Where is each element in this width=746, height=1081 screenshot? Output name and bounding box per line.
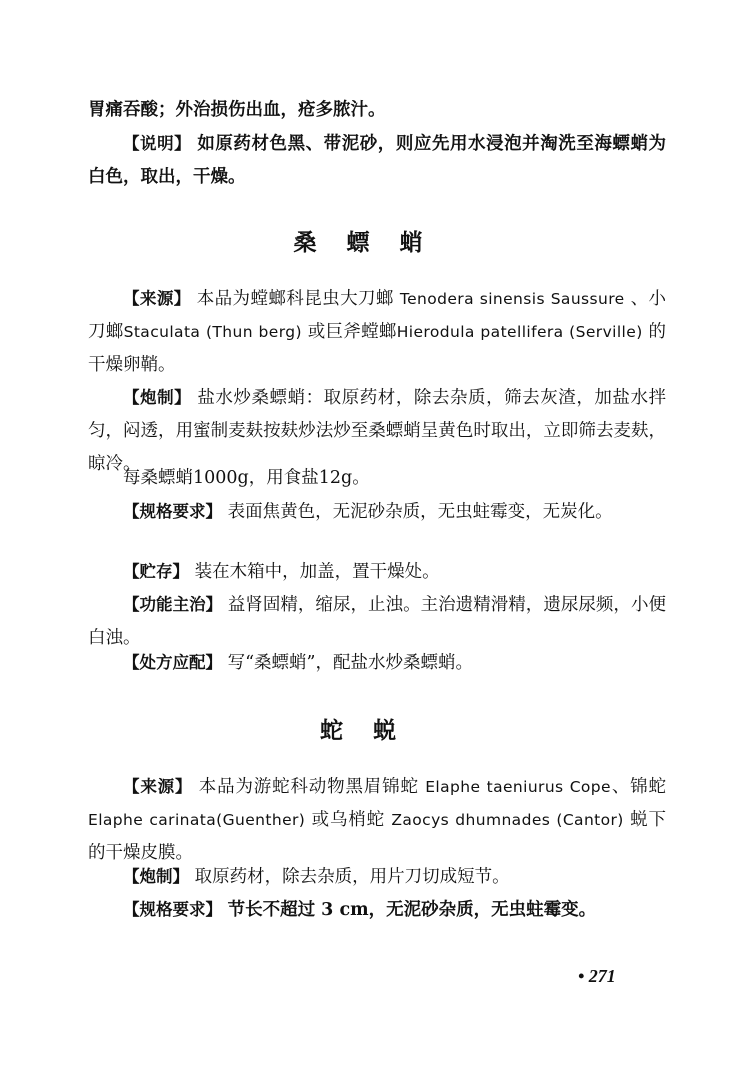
source-paragraph-2 (88, 770, 666, 870)
prescription-paragraph (88, 646, 666, 680)
section-title-sangpiaoxiao: 桑螵蛸 (293, 229, 453, 256)
source-paragraph-1 (88, 282, 666, 382)
continuation-line (88, 94, 666, 127)
source-tag: 【来源】 (123, 777, 193, 796)
storage-tag: 【贮存】 (123, 562, 189, 581)
spec-paragraph-2 (88, 893, 666, 927)
storage-text: 装在木箱中，加盖，置干燥处。 (194, 562, 440, 582)
latin-name-3: Zaocys dhumnades (Cantor) (391, 811, 624, 829)
function-tag: 【功能主治】 (123, 595, 223, 614)
function-text: 益肾固精，缩尿，止浊。主治遗精滑精，遗尿尿频，小便白浊。 (88, 595, 666, 648)
note-tag: 【说明】 (123, 134, 192, 153)
process-paragraph-2 (88, 860, 666, 894)
spec-tag: 【规格要求】 (123, 502, 222, 521)
latin-name-3: Hierodula patellifera (Serville) (396, 323, 643, 341)
storage-paragraph (88, 555, 666, 589)
latin-name-1: Elaphe taeniurus Cope (425, 778, 611, 796)
continuation-text: 胃痛吞酸；外治损伤出血，疮多脓汁。 (88, 100, 386, 120)
note-paragraph (88, 127, 666, 194)
source-text-a: 本品为游蛇科动物黑眉锦蛇 (198, 777, 426, 797)
latin-name-1: Tenodera sinensis Saussure (399, 290, 625, 308)
section-title-shetui: 蛇蜕 (320, 717, 426, 744)
function-paragraph (88, 588, 666, 655)
latin-name-2: Elaphe carinata(Guenther) (88, 811, 306, 829)
process-text: 盐水炒桑螵蛸：取原药材，除去杂质，筛去灰渣，加盐水拌匀，闷透，用蜜制麦麸按麸炒法炒至桑螵蛸呈黄色时取出，立即筛去麦麸，晾冷。 (88, 388, 667, 474)
source-text-c: 或乌梢蛇 (305, 810, 392, 830)
spec-tag: 【规格要求】 (123, 900, 222, 919)
process-text: 取原药材，除去杂质，用片刀切成短节。 (194, 867, 510, 887)
source-tag: 【来源】 (123, 289, 191, 308)
source-text-b: 、小刀螂 (88, 289, 667, 342)
spec-text: 节长不超过 3 cm，无泥砂杂质，无虫蛀霉变。 (227, 900, 597, 920)
latin-name-2: Staculata (Thun berg) (123, 323, 302, 341)
source-text-d: 蜕下的干燥皮膜。 (88, 810, 666, 863)
page-number: • 271 (578, 966, 616, 986)
process-tag: 【炮制】 (123, 388, 192, 407)
prescription-tag: 【处方应配】 (123, 653, 222, 672)
source-text-b: 、锦蛇 (610, 777, 666, 797)
spec-text: 表面焦黄色，无泥砂杂质，无虫蛀霉变，无炭化。 (227, 502, 613, 522)
prescription-text: 写“桑螵蛸”，配盐水炒桑螵蛸。 (227, 653, 473, 673)
source-text-d: 的干燥卵鞘。 (88, 322, 667, 375)
source-text-c: 或巨斧螳螂 (301, 322, 397, 342)
spec-paragraph-1 (88, 495, 666, 529)
source-text-a: 本品为螳螂科昆虫大刀螂 (196, 289, 400, 309)
process-tag: 【炮制】 (123, 867, 189, 886)
ratio-text: 每桑螵蛸1000g，用食盐12g。 (123, 468, 370, 488)
note-text: 如原药材色黑、带泥砂，则应先用水浸泡并淘洗至海螵蛸为白色，取出，干燥。 (88, 134, 667, 187)
ratio-paragraph (88, 462, 666, 495)
